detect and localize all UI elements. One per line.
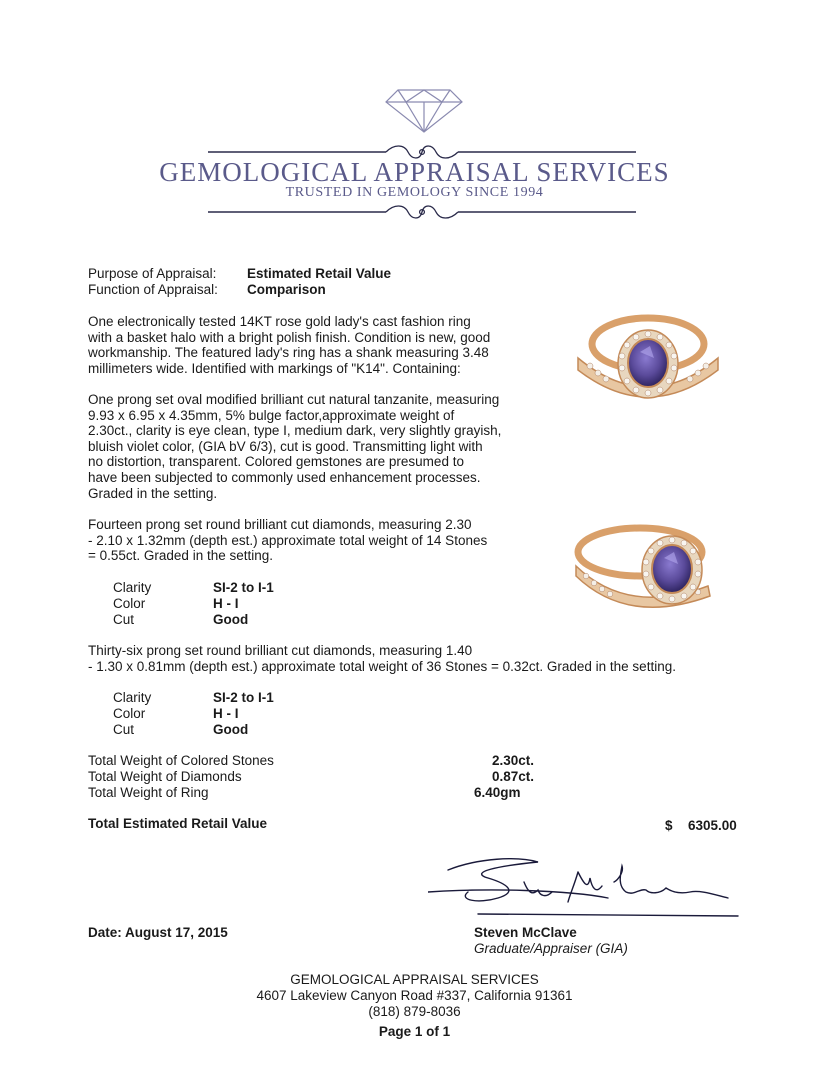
grade-label: Cut	[113, 612, 135, 627]
grade-label: Clarity	[113, 580, 152, 595]
total-label: Total Weight of Ring	[88, 785, 209, 800]
grade-label: Color	[113, 706, 146, 721]
diamonds2-line: Thirty-six prong set round brilliant cut diamonds, measuring 1.40	[88, 643, 473, 658]
grade-value: SI-2 to I-1	[213, 690, 274, 705]
footer-phone: (818) 879-8036	[368, 1004, 461, 1019]
diamonds1-line: Fourteen prong set round brilliant cut diamonds, measuring 2.30	[88, 517, 472, 532]
grade-value: SI-2 to I-1	[213, 580, 274, 595]
ring-description	[88, 314, 490, 376]
function-label: Function of Appraisal:	[88, 282, 218, 297]
description-line: millimeters wide. Identified with markings of "K14". Containing:	[88, 360, 461, 376]
diamonds1-line: = 0.55ct. Graded in the setting.	[88, 548, 273, 564]
description-line: with a basket halo with a bright polish finish. Condition is new, good	[88, 329, 491, 345]
gemstone-line: 9.93 x 6.95 x 4.35mm, 5% bulge factor,approximate weight of	[88, 407, 455, 423]
retail-label: Total Estimated Retail Value	[88, 816, 268, 831]
diamonds1-description	[88, 517, 487, 564]
grade-label: Cut	[113, 722, 135, 737]
currency-symbol: $	[665, 818, 673, 833]
description-line: workmanship. The featured lady's ring has a shank measuring 3.48	[88, 345, 489, 361]
diamonds2-description	[88, 643, 676, 674]
grade-value: Good	[213, 722, 249, 737]
gemstone-line: One prong set oval modified brilliant cut natural tanzanite, measuring	[88, 392, 500, 407]
signer-title: Graduate/Appraiser (GIA)	[474, 941, 628, 956]
bottom-ornament	[208, 200, 636, 224]
gemstone-line: have been subjected to commonly used enhancement processes.	[88, 469, 481, 485]
grade-value: Good	[213, 612, 249, 627]
total-label: Total Weight of Diamonds	[88, 769, 242, 784]
description-line: One electronically tested 14KT rose gold lady's cast fashion ring	[88, 314, 471, 329]
company-name: GEMOLOGICAL APPRAISAL SERVICES	[159, 157, 670, 187]
total-value: 2.30ct.	[492, 753, 535, 768]
company-tagline: TRUSTED IN GEMOLOGY SINCE 1994	[285, 185, 544, 200]
function-value: Comparison	[247, 282, 326, 297]
ring-photo-front	[568, 306, 728, 414]
ring-photo-angle	[568, 516, 728, 620]
grade-label: Clarity	[113, 690, 152, 705]
purpose-value: Estimated Retail Value	[247, 266, 392, 281]
gemstone-line: bluish violet color, (GIA bV 6/3), cut is good. Transmitting light with	[88, 438, 483, 454]
grade-value: H - I	[213, 596, 239, 611]
purpose-label: Purpose of Appraisal:	[88, 266, 217, 281]
retail-amount: 6305.00	[688, 818, 737, 833]
gemstone-line: no distortion, transparent. Colored gemstones are presumed to	[88, 454, 464, 470]
total-value: 0.87ct.	[492, 769, 535, 784]
signature-graphic	[428, 852, 740, 922]
grade-label: Color	[113, 596, 146, 611]
gemstone-line: Graded in the setting.	[88, 485, 218, 501]
footer-address: 4607 Lakeview Canyon Road #337, California 91361	[256, 988, 573, 1003]
gemstone-line: 2.30ct., clarity is eye clean, type I, medium dark, very slightly grayish,	[88, 423, 502, 439]
signer-name: Steven McClave	[474, 925, 577, 940]
diamonds2-line: - 1.30 x 0.81mm (depth est.) approximate total weight of 36 Stones = 0.32ct. Graded in the setting.	[88, 658, 676, 674]
gemstone-description	[88, 392, 501, 501]
footer-company: GEMOLOGICAL APPRAISAL SERVICES	[290, 972, 539, 987]
total-value: 6.40gm	[474, 785, 521, 800]
diamonds1-line: - 2.10 x 1.32mm (depth est.) approximate total weight of 14 Stones	[88, 532, 488, 548]
diamond-icon	[384, 88, 464, 134]
appraisal-date: Date: August 17, 2015	[88, 925, 228, 940]
total-label: Total Weight of Colored Stones	[88, 753, 274, 768]
page-number: Page 1 of 1	[378, 1024, 451, 1039]
grade-value: H - I	[213, 706, 239, 721]
